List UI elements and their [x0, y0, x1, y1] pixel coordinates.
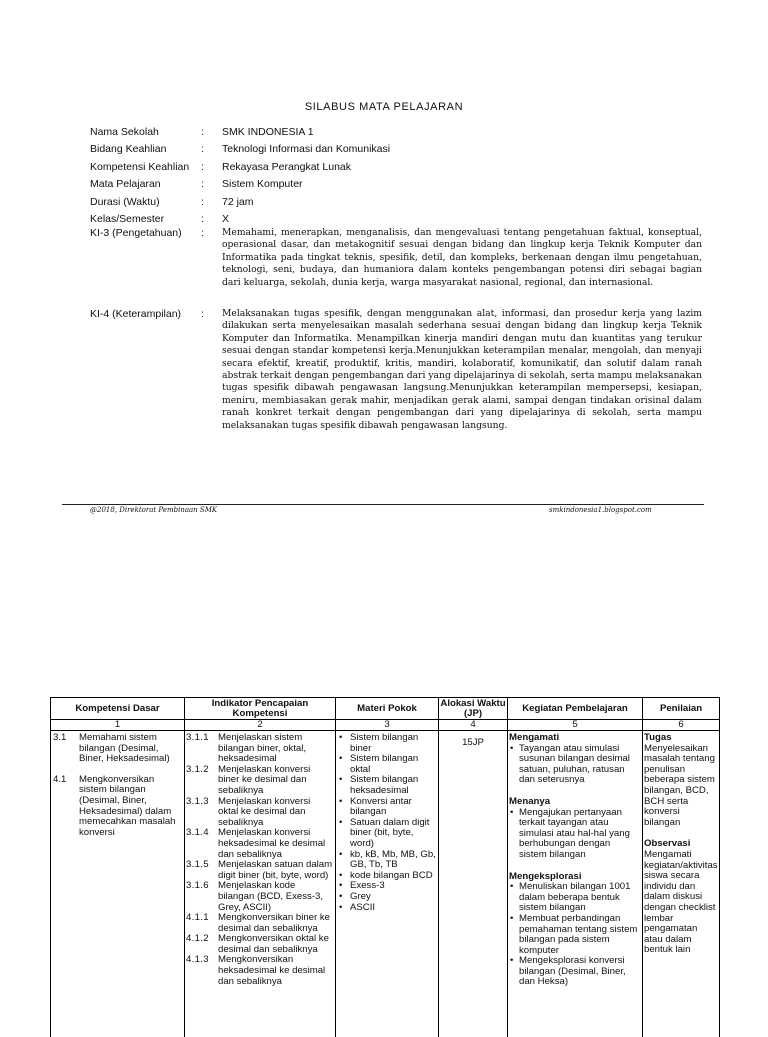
column-number: 4: [470, 719, 476, 730]
indikator-number: 3.1.1: [186, 732, 209, 743]
page-title: SILABUS MATA PELAJARAN: [304, 101, 464, 113]
penilaian-heading: Observasi: [644, 838, 691, 850]
indikator-item: [185, 934, 333, 955]
column-number: 6: [678, 719, 684, 730]
indikator-text: Menjelaskan konversi heksadesimal ke desimal dan sebaliknya: [218, 827, 326, 860]
penilaian-heading: Tugas: [644, 732, 672, 743]
kegiatan-heading: Menanya: [509, 795, 551, 807]
indikator-number: 3.1.4: [186, 827, 209, 839]
info-row: [90, 126, 710, 140]
colon: :: [201, 178, 204, 191]
indikator-text: Menjelaskan kode bilangan (BCD, Exess-3, Grey, ASCII): [218, 880, 324, 913]
materi-item: • Konversi antar bilangan: [336, 797, 436, 818]
indikator-number: 4.1.1: [186, 912, 209, 924]
kd-text: Mengkonversikan sistem bilangan (Desimal, Biner, Heksadesimal) dalam memecahkan masalah konversi: [79, 773, 176, 838]
materi-item: • kode bilangan BCD: [336, 871, 436, 882]
indikator-item: [185, 955, 333, 987]
column-number: 1: [114, 719, 121, 730]
footer-divider: [62, 504, 704, 505]
penilaian-text: Mengamati kegiatan/aktivitas siswa secara individu dan dalam diskusi dengan checklist lembar pengamatan atau dalam bentuk lain: [644, 848, 718, 956]
indikator-number: 4.1.3: [186, 954, 209, 966]
kegiatan-item: • Mengajukan pertanyaan terkait tayangan atau simulasi atau hal-hal yang berhubungan dengan sistem bilangan: [509, 808, 640, 861]
header-kegiatan: Kegiatan Pembelajaran: [522, 702, 628, 714]
colon: :: [201, 195, 204, 208]
cell-kegiatan: [509, 733, 640, 988]
column-number: 2: [257, 719, 263, 730]
indikator-text: Menjelaskan konversi biner ke desimal dan sebaliknya: [218, 763, 311, 796]
colon: :: [201, 143, 204, 156]
header-indikator: Indikator Pencapaian Kompetensi: [211, 697, 309, 719]
info-row: [90, 178, 710, 192]
info-value: X: [222, 213, 230, 225]
info-label: Kompetensi Keahlian: [90, 160, 190, 173]
indikator-item: [185, 733, 333, 765]
indikator-number: 3.1.6: [186, 880, 209, 892]
table-border-right: [719, 697, 720, 1037]
indikator-item: [185, 765, 333, 797]
ki3-text: Memahami, menerapkan, menganalisis, dan mengevaluasi tentang pengetahuan faktual, konseptual, operasional dasar, dan metakognitif sesuai dengan bidang dan lingkup kerja Teknik Komputer dan Informatika pada tingkat teknis, spesifik, detil, dan kompleks, berkenaan dengan ilmu pengetahuan, teknologi, seni, budaya, dan humaniora dalam konteks pengembangan potensi diri sebagai bagian dari keluarga, sekolah, dunia kerja, warga masyarakat nasional, regional, dan internasional.: [222, 227, 702, 288]
indikator-item: [185, 913, 333, 934]
info-row: [90, 196, 710, 210]
info-value: SMK INDONESIA 1: [222, 126, 314, 138]
info-label: Mata Pelajaran: [90, 178, 161, 191]
col-divider: [507, 697, 508, 1037]
footer-website: smkindonesia1.blogspot.com: [549, 506, 652, 514]
indikator-text: Mengkonversikan heksadesimal ke desimal dan sebaliknya: [218, 954, 326, 987]
materi-item: • ASCII: [336, 903, 436, 914]
header-kompetensi-dasar: Kompetensi Dasar: [75, 702, 160, 714]
materi-item: • Exess-3: [336, 881, 436, 892]
info-row: [90, 161, 710, 175]
ki4-label: KI-4 (Keterampilan): [90, 308, 182, 320]
kd-item: [51, 775, 182, 839]
kegiatan-heading: Mengeksplorasi: [509, 870, 582, 882]
info-value: Rekayasa Perangkat Lunak: [222, 160, 351, 173]
indikator-text: Menjelaskan satuan dalam digit biner (bit, byte, word): [218, 859, 333, 881]
indikator-text: Menjelaskan konversi oktal ke desimal dan sebaliknya: [218, 795, 311, 828]
info-label: Nama Sekolah: [90, 126, 159, 138]
materi-item: • Sistem bilangan heksadesimal: [336, 775, 436, 796]
colon: :: [201, 308, 204, 320]
kd-number: 3.1: [53, 732, 67, 743]
kd-text: Memahami sistem bilangan (Desimal, Biner, Heksadesimal): [79, 732, 170, 765]
materi-item: • kb, kB, Mb, MB, Gb, GB, Tb, TB: [336, 850, 436, 871]
ki4-text: Melaksanakan tugas spesifik, dengan menggunakan alat, informasi, dan prosedur kerja yang lazim dilakukan serta menyelesaikan masalah sederhana sesuai dengan bidang dan lingkup kerja Teknik Komputer dan Informatika. Menampilkan kinerja mandiri dengan mutu dan kuantitas yang terukur sesuai dengan standar kompetensi kerja.Menunjukkan keterampilan menalar, mengolah, dan menyaji secara efektif, kreatif, produktif, kritis, mandiri, kolaboratif, komunikatif, dan solutif dalam ranah abstrak terkait dengan pengembangan dari yang dipelajarinya di sekolah, serta mampu melaksanakan tugas spesifik dibawah pengawasan langsung.Menunjukkan keterampilan mempersepsi, kesiapan, meniru, membiasakan gerak mahir, menjadikan gerak alami, sampai dengan tindakan orisinal dalam ranah konkret terkait dengan pengembangan dari yang dipelajarinya di sekolah, serta mampu melaksanakan tugas spesifik dibawah pengawasan langsung.: [222, 308, 702, 431]
cell-indikator: [185, 733, 333, 987]
kegiatan-heading: Mengamati: [509, 732, 560, 743]
materi-item: • Sistem bilangan biner: [336, 733, 436, 754]
header-materi-pokok: Materi Pokok: [357, 702, 417, 714]
cell-penilaian: [644, 733, 718, 956]
kegiatan-item: • Mengeksplorasi konversi bilangan (Desimal, Biner, dan Heksa): [509, 956, 640, 988]
kegiatan-item: • Tayangan atau simulasi susunan bilangan desimal satuan, puluhan, ratusan dan seterusnya: [509, 744, 640, 786]
materi-item: • Grey: [336, 892, 436, 903]
header-alokasi-waktu: Alokasi Waktu (JP): [440, 697, 506, 719]
kd-number: 4.1: [53, 773, 67, 785]
col-divider: [642, 697, 643, 1037]
kegiatan-item: • Membuat perbandingan pemahaman tentang sistem bilangan pada sistem komputer: [509, 914, 640, 956]
indikator-number: 4.1.2: [186, 933, 209, 945]
info-label: Bidang Keahlian: [90, 143, 167, 156]
info-label: Durasi (Waktu): [90, 195, 160, 208]
colon: :: [201, 213, 204, 225]
info-row: [90, 213, 710, 227]
footer-copyright: @2018, Direktorat Pembinaan SMK: [90, 506, 218, 514]
colon: :: [201, 126, 204, 138]
indikator-text: Mengkonversikan oktal ke desimal dan sebaliknya: [218, 933, 329, 955]
materi-item: • Sistem bilangan oktal: [336, 754, 436, 775]
indikator-number: 3.1.2: [186, 763, 209, 775]
indikator-item: [185, 828, 333, 860]
materi-item: • Satuan dalam digit biner (bit, byte, word): [336, 818, 436, 850]
kd-item: [51, 733, 182, 765]
info-row: [90, 143, 710, 157]
table-number-divider: [50, 730, 720, 731]
info-value: 72 jam: [222, 195, 254, 208]
colon: :: [201, 160, 204, 173]
indikator-text: Mengkonversikan biner ke desimal dan sebaliknya: [218, 912, 330, 934]
indikator-item: [185, 860, 333, 881]
ki3-label: KI-3 (Pengetahuan): [90, 227, 182, 239]
colon: :: [201, 227, 204, 239]
syllabus-table: [50, 697, 720, 1037]
indikator-item: [185, 797, 333, 829]
info-value: Teknologi Informasi dan Komunikasi: [222, 143, 391, 156]
indikator-text: Menjelaskan sistem bilangan biner, oktal, heksadesimal: [218, 732, 307, 765]
column-number: 5: [572, 719, 578, 730]
header-penilaian: Penilaian: [659, 702, 703, 714]
cell-kompetensi-dasar: [51, 733, 182, 848]
indikator-number: 3.1.5: [186, 859, 209, 871]
info-label: Kelas/Semester: [90, 213, 165, 225]
cell-materi-pokok: [336, 733, 436, 913]
kegiatan-item: • Menuliskan bilangan 1001 dalam beberapa bentuk sistem bilangan: [509, 882, 640, 914]
info-value: Sistem Komputer: [222, 178, 303, 191]
cell-alokasi-waktu: 15JP: [462, 737, 484, 748]
penilaian-text: Menyelesaikan masalah tentang penulisan beberapa sistem bilangan, BCD, BCH serta konversi bilangan: [644, 742, 715, 828]
column-number: 3: [384, 719, 390, 730]
indikator-number: 3.1.3: [186, 795, 209, 807]
indikator-item: [185, 881, 333, 913]
